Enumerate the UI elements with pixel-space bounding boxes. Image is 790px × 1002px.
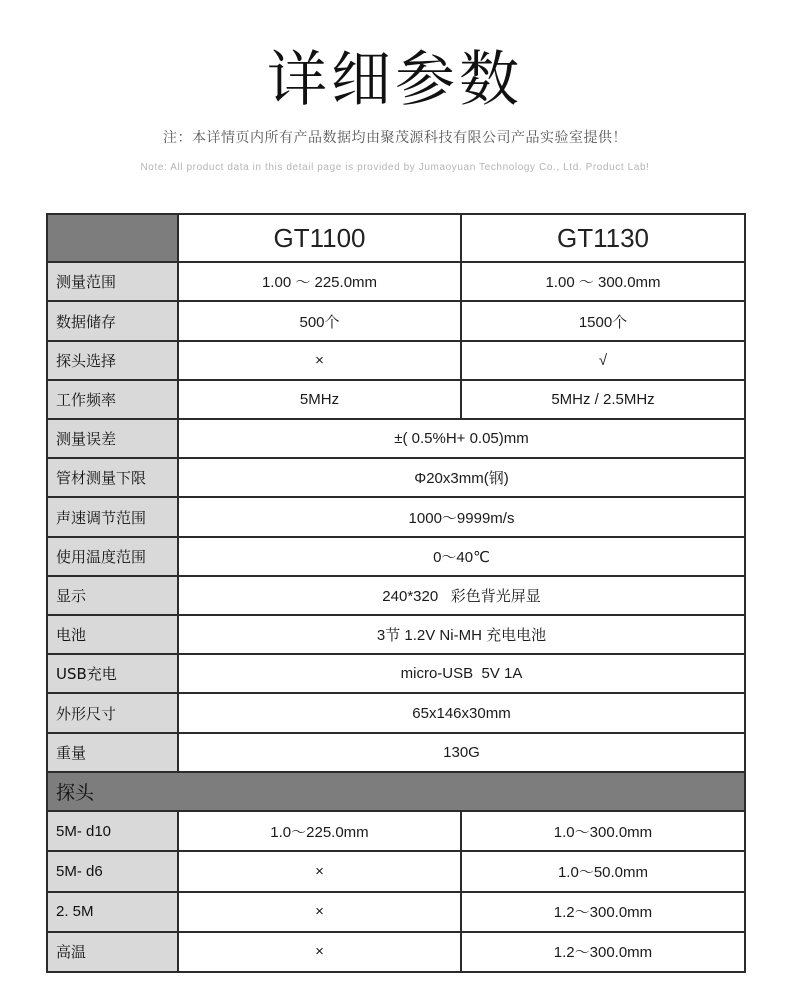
cross-mark: × <box>178 892 461 932</box>
table-row <box>47 301 745 340</box>
cell-value: 240*320 彩色背光屏显 <box>178 576 745 615</box>
cell-value: 1000～9999m/s <box>178 497 745 536</box>
row-label: 5M- d10 <box>47 811 178 851</box>
cell-value: 5MHz <box>178 380 461 419</box>
cell-value: 1.2～300.0mm <box>461 892 745 932</box>
probe-section-title: 探头 <box>47 772 745 811</box>
cell-value: 1.0～300.0mm <box>461 811 745 851</box>
header-corner-cell <box>47 214 178 262</box>
row-label: 重量 <box>47 733 178 772</box>
cell-value: 130G <box>178 733 745 772</box>
cell-value: micro-USB 5V 1A <box>178 654 745 693</box>
check-mark: √ <box>461 341 745 380</box>
table-row <box>47 262 745 301</box>
table-row <box>47 654 745 693</box>
row-label: 工作频率 <box>47 380 178 419</box>
note-chinese: 注：本详情页内所有产品数据均由聚茂源科技有限公司产品实验室提供！ <box>163 130 627 146</box>
table-row <box>47 419 745 458</box>
row-label: 显示 <box>47 576 178 615</box>
cross-mark: × <box>178 932 461 972</box>
row-label: 声速调节范围 <box>47 497 178 536</box>
cell-value: 65x146x30mm <box>178 693 745 732</box>
table-row <box>47 537 745 576</box>
row-label: 5M- d6 <box>47 851 178 891</box>
row-label: 探头选择 <box>47 341 178 380</box>
cell-value: 3节 1.2V Ni-MH 充电电池 <box>178 615 745 654</box>
row-label: USB充电 <box>47 654 178 693</box>
cross-mark: × <box>178 851 461 891</box>
table-header-row <box>47 214 745 262</box>
row-label: 2. 5M <box>47 892 178 932</box>
table-row <box>47 341 745 380</box>
row-label: 高温 <box>47 932 178 972</box>
row-label: 测量范围 <box>47 262 178 301</box>
cell-value: 0～40℃ <box>178 537 745 576</box>
table-row <box>47 576 745 615</box>
spec-table <box>46 213 746 973</box>
table-row <box>47 811 745 851</box>
table-row <box>47 497 745 536</box>
cell-value: 1.00 ～ 300.0mm <box>461 262 745 301</box>
row-label: 数据储存 <box>47 301 178 340</box>
cell-value: 1500个 <box>461 301 745 340</box>
cross-mark: × <box>178 341 461 380</box>
table-row <box>47 733 745 772</box>
table-row <box>47 851 745 891</box>
row-label: 测量误差 <box>47 419 178 458</box>
cell-value: 1.0～225.0mm <box>178 811 461 851</box>
model-header: GT1130 <box>461 214 745 262</box>
table-row <box>47 458 745 497</box>
row-label: 管材测量下限 <box>47 458 178 497</box>
cell-value: 1.0～50.0mm <box>461 851 745 891</box>
section-header-row <box>47 772 745 811</box>
table-row <box>47 932 745 972</box>
cell-value: 500个 <box>178 301 461 340</box>
row-label: 使用温度范围 <box>47 537 178 576</box>
note-english: Note: All product data in this detail page is provided by Jumaoyuan Technology Co., Ltd. Product Lab! <box>140 162 650 173</box>
row-label: 外形尺寸 <box>47 693 178 732</box>
row-label: 电池 <box>47 615 178 654</box>
table-row <box>47 892 745 932</box>
table-row <box>47 380 745 419</box>
model-header: GT1100 <box>178 214 461 262</box>
cell-value: 1.2～300.0mm <box>461 932 745 972</box>
cell-value: 1.00 ～ 225.0mm <box>178 262 461 301</box>
table-row <box>47 693 745 732</box>
cell-value: 5MHz / 2.5MHz <box>461 380 745 419</box>
cell-value: ±( 0.5%H+ 0.05)mm <box>178 419 745 458</box>
cell-value: Φ20x3mm(钢) <box>178 458 745 497</box>
page-title: 详细参数 <box>267 45 523 115</box>
table-row <box>47 615 745 654</box>
